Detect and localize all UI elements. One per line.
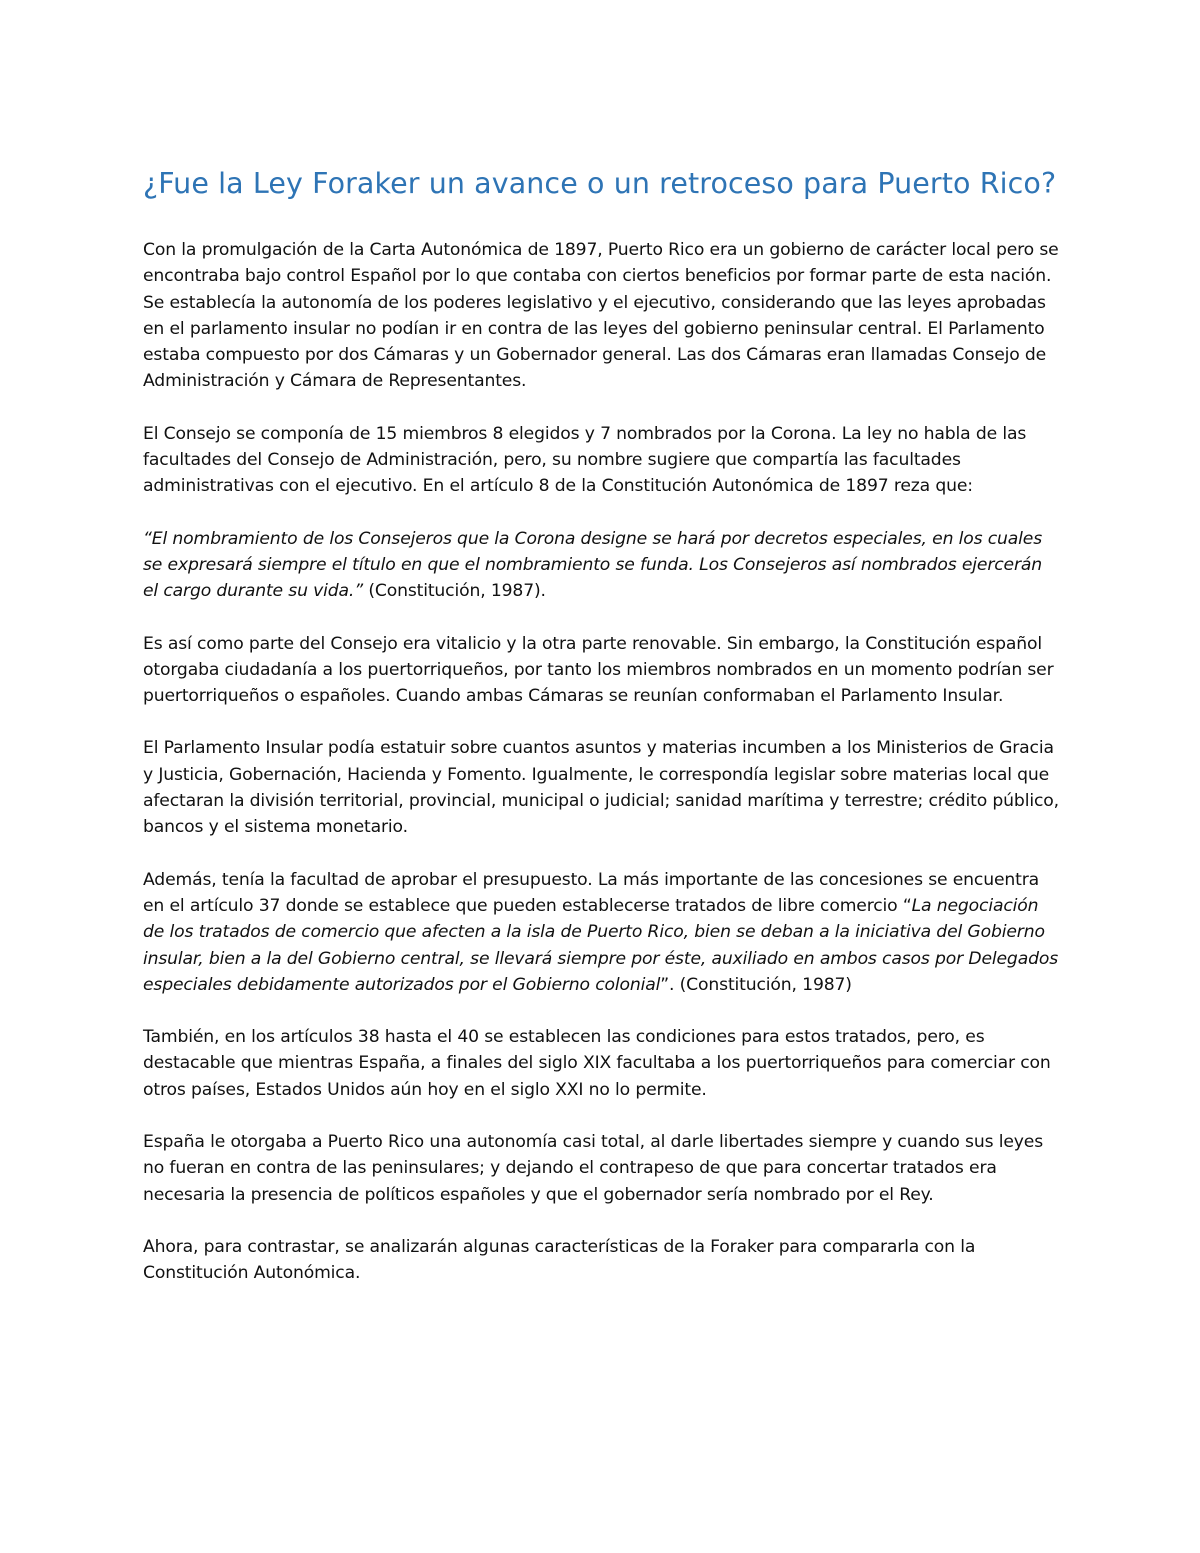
paragraph-vitalicio: Es así como parte del Consejo era vitalicio y la otra parte renovable. Sin embargo, la Constitución español otorgaba ciudadanía a los puertorriqueños, por tanto los miembros nombrados en un momento podrían ser puertorriqueños o españoles. Cuando ambas Cámaras se reunían conformaban el Parlamento Insular. xyxy=(143,633,1054,707)
document-title: ¿Fue la Ley Foraker un avance o un retroceso para Puerto Rico? xyxy=(143,167,1057,200)
paragraph-presupuesto xyxy=(143,867,1061,998)
paragraph-contrastar: Ahora, para contrastar, se analizarán algunas características de la Foraker para compararla con la Constitución Autonómica. xyxy=(143,1236,976,1284)
paragraph-consejo: El Consejo se componía de 15 miembros 8 elegidos y 7 nombrados por la Corona. La ley no habla de las facultades del Consejo de Administración, pero, su nombre sugiere que compartía las facultades administrativas con el ejecutivo. En el artículo 8 de la Constitución Autonómica de 1897 reza que: xyxy=(143,423,1027,497)
citation-articulo-8: (Constitución, 1987). xyxy=(363,581,546,602)
document-page xyxy=(143,164,1061,1313)
paragraph-carta-autonomica: Con la promulgación de la Carta Autonómica de 1897, Puerto Rico era un gobierno de carácter local pero se encontraba bajo control Español por lo que contaba con ciertos beneficios por formar parte de esta nación. Se establecía la autonomía de los poderes legislativo y el ejecutivo, considerando que las leyes aprobadas en el parlamento insular no podían ir en contra de las leyes del gobierno peninsular central. El Parlamento estaba compuesto por dos Cámaras y un Gobernador general. Las dos Cámaras eran llamadas Consejo de Administración y Cámara de Representantes. xyxy=(143,240,1059,392)
paragraph-parlamento-insular: El Parlamento Insular podía estatuir sobre cuantos asuntos y materias incumben a los Ministerios de Gracia y Justicia, Gobernación, Hacienda y Fomento. Igualmente, le correspondía legislar sobre materias local que afectaran la división territorial, provincial, municipal o judicial; sanidad marítima y terrestre; crédito público, bancos y el sistema monetario. xyxy=(143,738,1059,838)
presupuesto-intro: Además, tenía la facultad de aprobar el presupuesto. La más importante de las concesiones se encuentra en el artículo 37 donde se establece que pueden establecerse tratados de libre comercio “ xyxy=(143,869,1040,916)
citation-articulo-37: ”. (Constitución, 1987) xyxy=(660,974,852,995)
quote-articulo-8: “El nombramiento de los Consejeros que la Corona designe se hará por decretos especiales, en los cuales se expresará siempre el título en que el nombramiento se funda. Los Consejeros así nombrados ejercerán el cargo durante su vida.” xyxy=(143,528,1043,602)
paragraph-autonomia: España le otorgaba a Puerto Rico una autonomía casi total, al darle libertades siempre y cuando sus leyes no fueran en contra de las peninsulares; y dejando el contrapeso de que para concertar tratados era necesaria la presencia de políticos españoles y que el gobernador sería nombrado por el Rey. xyxy=(143,1132,1043,1205)
quote-articulo-37: La negociación de los tratados de comercio que afecten a la isla de Puerto Rico, bien se deban a la iniciativa del Gobierno insular, bien a la del Gobierno central, se llevará siempre por éste, auxiliado en ambos casos por Delegados especiales debidamente autorizados por el Gobierno colonial xyxy=(143,895,1059,995)
paragraph-quote-articulo-8 xyxy=(143,526,1061,605)
paragraph-articulos-38-40: También, en los artículos 38 hasta el 40 se establecen las condiciones para estos tratados, pero, es destacable que mientras España, a finales del siglo XIX facultaba a los puertorriqueños para comerciar con otros países, Estados Unidos aún hoy en el siglo XXI no lo permite. xyxy=(143,1027,1051,1100)
